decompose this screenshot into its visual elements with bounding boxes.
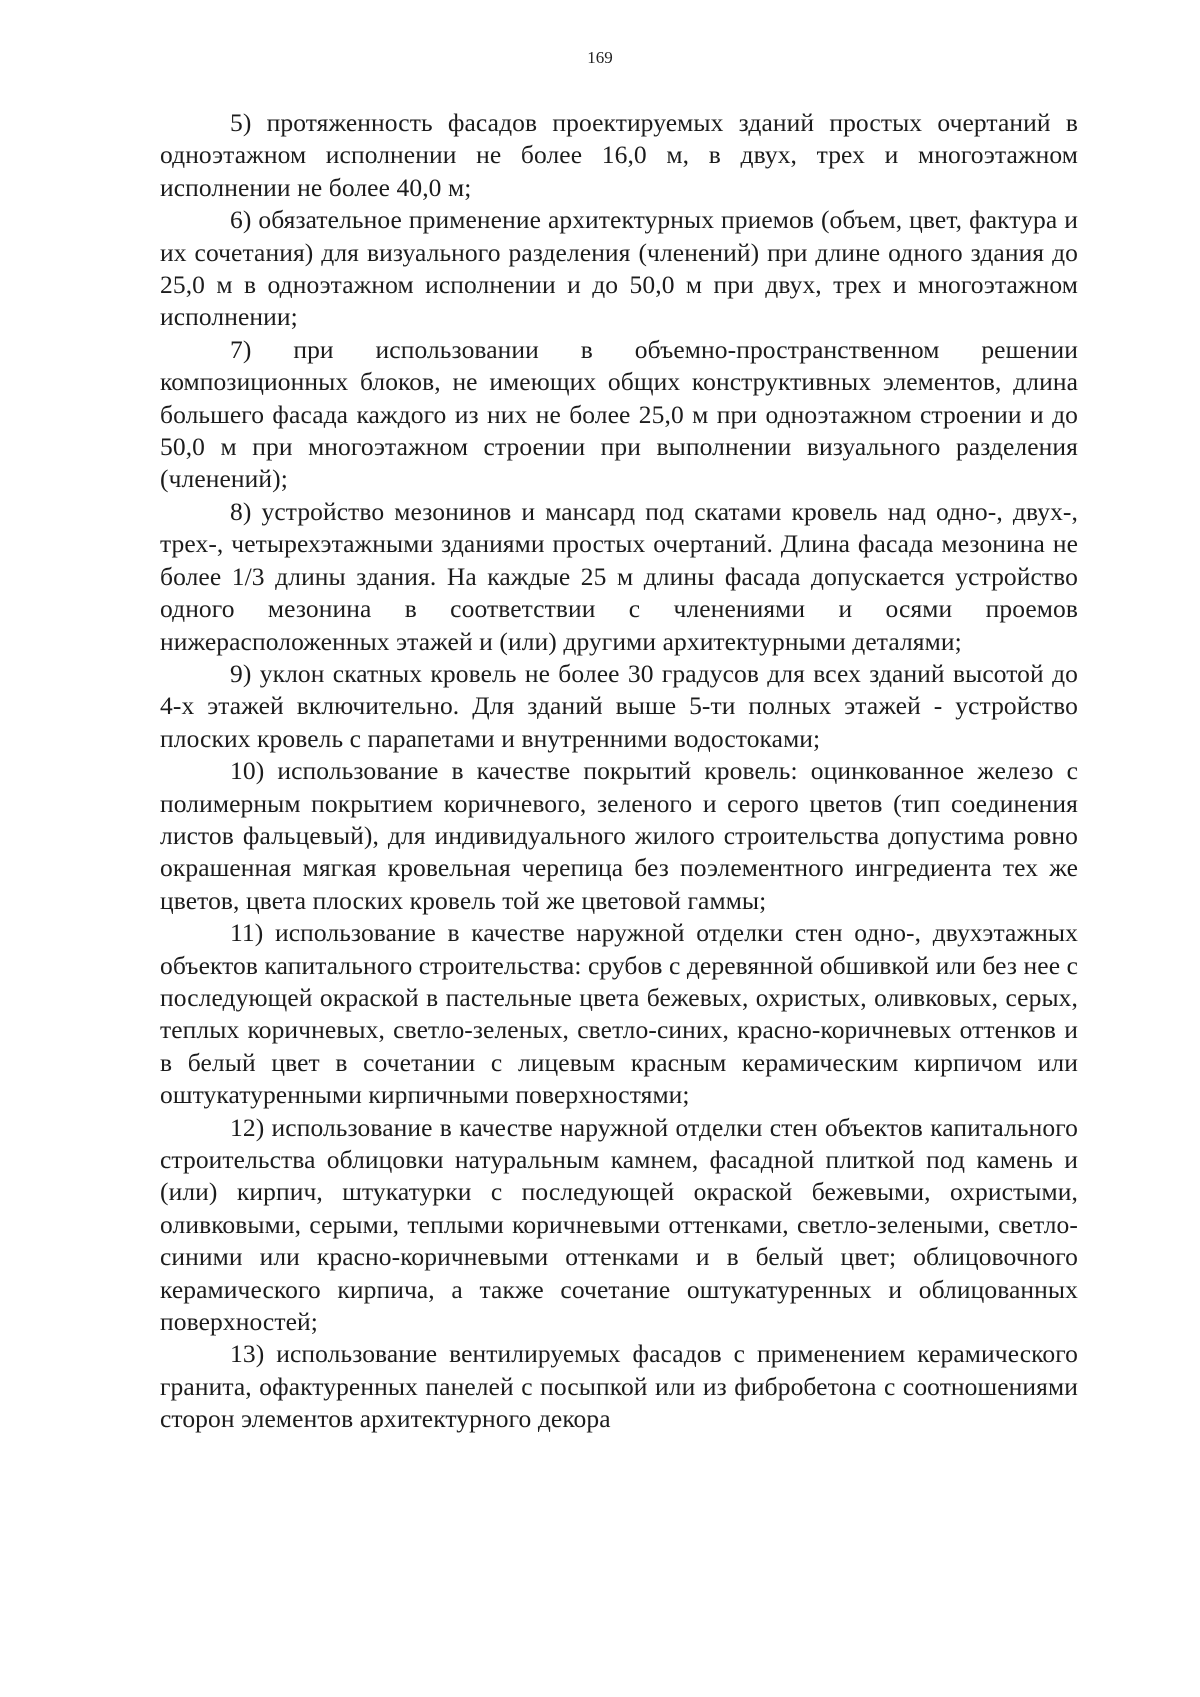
paragraph-11: 11) использование в качестве наружной отделки стен одно-, двухэтажных объектов капитального строительства: срубов с деревянной обшивкой или без нее с последующей окраской в пастельные цвета бежевых, охристых, оливковых, серых, теплых коричневых, светло-зеленых, светло-синих, красно-коричневых оттенков и в белый цвет в сочетании с лицевым красным керамическим кирпичом или оштукатуренными кирпичными поверхностями; [160,918,1079,1110]
paragraph-6: 6) обязательное применение архитектурных приемов (объем, цвет, фактура и их сочетания) для визуального разделения (членений) при длине одного здания до 25,0 м в одноэтажном исполнении и до 50,0 м при двух, трех и многоэтажном исполнении; [160,205,1078,332]
paragraph-9: 9) уклон скатных кровель не более 30 градусов для всех зданий высотой до 4-х этажей включительно. Для зданий выше 5-ти полных этажей - устройство плоских кровель с парапетами и внутренними водостоками; [160,658,1078,753]
paragraph-12: 12) использование в качестве наружной отделки стен объектов капитального строительства облицовки натуральным камнем, фасадной плиткой под камень и (или) кирпич, штукатурки с последующей окраской бежевыми, охристыми, оливковыми, серыми, теплыми коричневыми оттенками, светло-зелеными, светло-синими или красно-коричневыми оттенками и в белый цвет; облицовочного керамического кирпича, а также сочетание оштукатуренных и облицованных поверхностей; [160,1112,1078,1337]
document-body [160,107,1078,1436]
paragraph-10: 10) использование в качестве покрытий кровель: оцинкованное железо с полимерным покрытием коричневого, зеленого и серого цветов (тип соединения листов фальцевый), для индивидуального жилого строительства допустима ровно окрашенная мягкая кровельная черепица без поэлементного ингредиента тех же цветов, цвета плоских кровель той же цветовой гаммы; [160,756,1078,915]
paragraph-7: 7) при использовании в объемно-пространственном решении композиционных блоков, не имеющих общих конструктивных элементов, длина большего фасада каждого из них не более 25,0 м при одноэтажном строении и до 50,0 м при многоэтажном строении при выполнении визуального разделения (членений); [160,334,1078,494]
paragraph-5: 5) протяженность фасадов проектируемых зданий простых очертаний в одноэтажном исполнении не более 16,0 м, в двух, трех и многоэтажном исполнении не более 40,0 м; [160,108,1078,202]
paragraph-13: 13) использование вентилируемых фасадов с применением керамического гранита, офактуренных панелей с посыпкой или из фибробетона с соотношениями сторон элементов архитектурного декора [160,1339,1078,1434]
page-number: 169 [587,48,613,67]
paragraph-8: 8) устройство мезонинов и мансард под скатами кровель над одно-, двух-, трех-, четырехэтажными зданиями простых очертаний. Длина фасада мезонина не более 1/3 длины здания. На каждые 25 м длины фасада допускается устройство одного мезонина в соответствии с членениями и осями проемов нижерасположенных этажей и (или) другими архитектурными деталями; [160,496,1078,656]
